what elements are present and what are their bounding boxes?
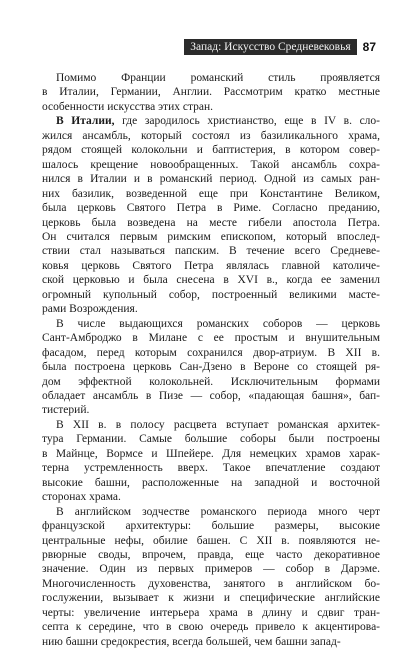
text-line: ской церковью и была снесена в XVI в., когда ее заменил [42,274,380,287]
text-line: ковья церковь Святого Петра являлась главной католиче- [42,259,380,272]
text-line: Сант-Амброджо в Милане с ее простым и внушительным [42,332,380,345]
text-line: тистерий. [42,404,90,417]
page-number: 87 [362,39,376,54]
text-line: черты: увеличение интерьера храма в длину и сдвиг тран- [42,606,380,619]
text-line: Многочисленность духовенства, занятого в английском бо- [42,577,380,590]
text-line: ствии стал называться папским. В течение всего Средневе- [42,245,380,258]
text-line: Он считался первым римским епископом, который впослед- [42,230,380,243]
text-line: высокие башни, расположенные на западной и восточной [42,476,380,489]
running-header [40,38,376,55]
text-line: рядом стоящей колокольни и баптистерия, в котором совер- [42,144,380,157]
text-line: В XII в. в полосу расцвета вступает романская архитек- [56,418,380,431]
text-line: церковь была возведена на месте гибели апостола Петра. [42,216,380,229]
text-line: фасадом, перед которым сохранился двор-атриум. В XII в. [42,346,380,359]
text-line: тура Германии. Самые большие соборы были построены [42,433,380,446]
text-line: была церковь Святого Петра в Риме. Согласно преданию, [42,202,380,215]
text-line: нию башни средокрестия, всегда большей, чем башни запад- [42,635,341,648]
text-line: Помимо Франции романский стиль проявляется [56,72,380,84]
text-line: септа к середине, что в свою очередь привело к акцентирова- [42,621,380,634]
text-line: них базилик, возведенной еще при Константине Великом, [42,187,380,200]
text-line: В числе выдающихся романских соборов — церковь [56,317,380,330]
text-line: огромный купольный собор, построенный великими масте- [42,288,380,301]
text-line: рами Возрождения. [42,303,138,316]
text-line: французской архитектуры: большие размеры, высокие [42,520,380,533]
text-line: центральные нефы, обилие башен. С XII в. появляются не- [42,534,380,547]
text-line: нился в Италии и в романский период. Одной из самых ран- [42,173,380,186]
paragraph [42,71,380,114]
lead-text: В Италии, [56,115,115,128]
text-line: В Италии, где зародилось христианство, еще в IV в. сло- [56,115,380,128]
text-line: значение. Один из первых примеров — собор в Дарэме. [42,563,380,576]
text-line: жился ансамбль, который состоял из базиликального храма, [42,129,380,142]
text-line: особенности искусства этих стран. [42,100,214,113]
text-line: была построена церковь Сан-Дзено в Вероне со стоящей ря- [42,361,380,374]
chapter-label: Запад: Искусство Средневековья [184,39,356,55]
paragraph [42,418,380,505]
text-line: обладает ансамбль в Пизе — собор, «падающая башня», бап- [42,389,380,402]
text-line: рвюрные своды, впрочем, правда, еще часто декоративное [42,548,380,561]
text-line: в Майнце, Вормсе и Шпейере. Для немецких храмов харак- [42,447,380,460]
paragraph [42,505,380,649]
paragraph [42,114,380,316]
text-line: терна устремленность вверх. Такое впечатление создают [42,462,380,475]
text-line: В английском зодчестве романского периода много черт [56,505,380,518]
text-line: гослужении, вызывает к жизни и специфические английские [42,592,380,605]
body-text [42,71,380,649]
text-line: шалось крещение новообращенных. Такой ансамбль сохра- [42,158,380,171]
text-line: дом эффектной колокольней. Исключительным формами [42,375,380,388]
paragraph [42,317,380,418]
text-line: сторонах храма. [42,491,121,504]
text-line: в Италии, Германии, Англии. Рассмотрим кратко местные [42,86,380,99]
